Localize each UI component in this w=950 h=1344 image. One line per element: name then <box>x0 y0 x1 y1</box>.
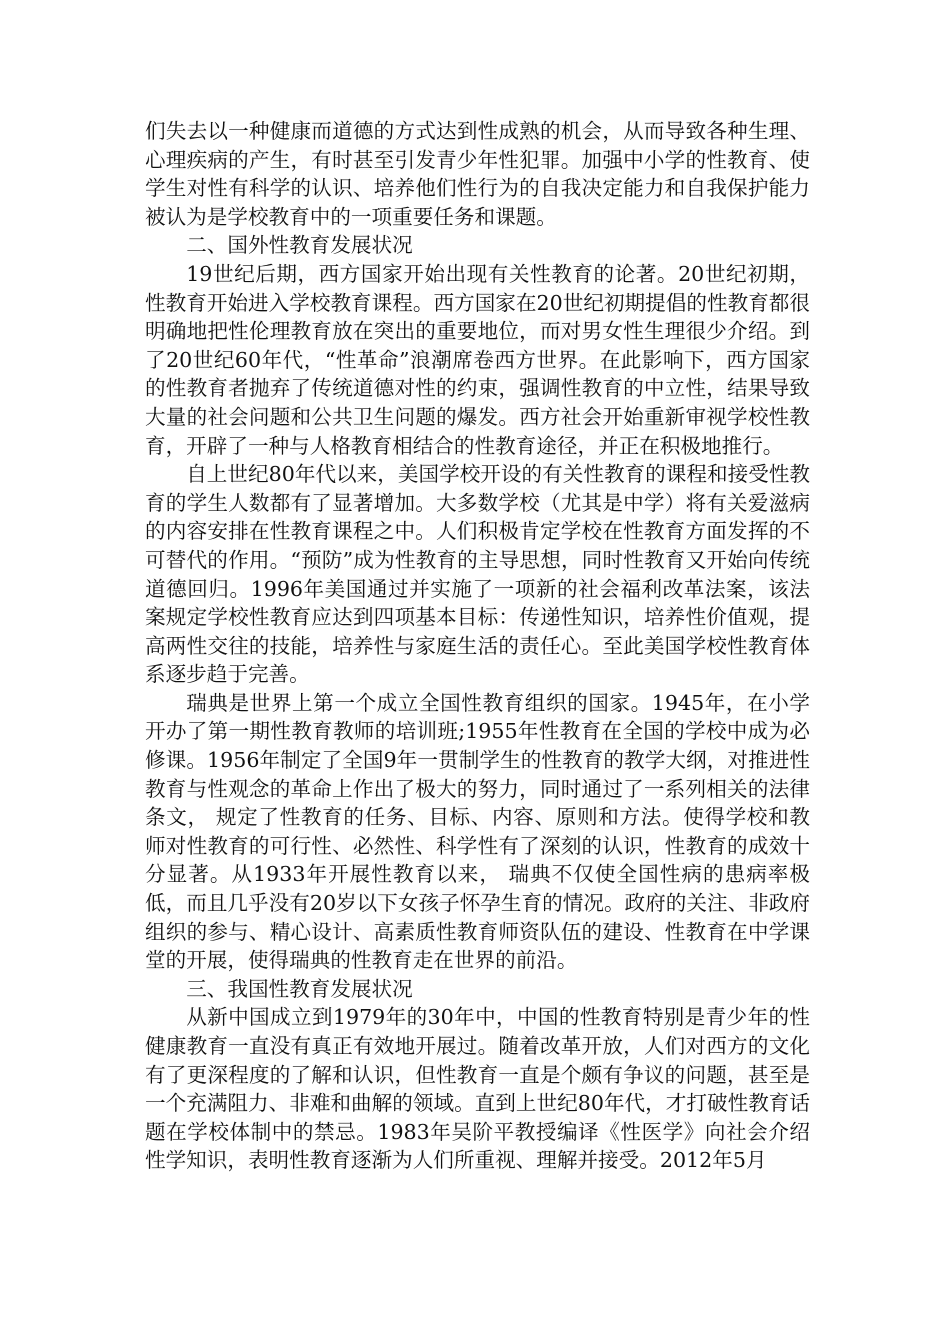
paragraph-usa: 自上世纪80年代以来，美国学校开设的有关性教育的课程和接受性教育的学生人数都有了显著增加。大多数学校（尤其是中学）将有关爱滋病的内容安排在性教育课程之中。人们积极肯定学校在性教育方面发挥的不可替代的作用。“预防”成为性教育的主导思想，同时性教育又开始向传统道德回归。1996年美国通过并实施了一项新的社会福利改革法案，该法案规定学校性教育应达到四项基本目标：传递性知识，培养性价值观，提高两性交往的技能，培养性与家庭生活的责任心。至此美国学校性教育体系逐步趋于完善。 <box>145 462 810 687</box>
section-heading-china: 三、我国性教育发展状况 <box>186 976 413 1001</box>
paragraph-china: 从新中国成立到1979年的30年中，中国的性教育特别是青少年的性健康教育一直没有真正有效地开展过。随着改革开放，人们对西方的文化有了更深程度的了解和认识，但性教育一直是个颇有争议的问题，甚至是一个充满阻力、非难和曲解的领域。直到上世纪80年代，才打破性教育话题在学校体制中的禁忌。1983年吴阶平教授编译《性医学》向社会介绍性学知识，表明性教育逐渐为人们所重视、理解并接受。2012年5月 <box>145 1005 810 1173</box>
paragraph-sweden: 瑞典是世界上第一个成立全国性教育组织的国家。1945年，在小学开办了第一期性教育教师的培训班;1955年性教育在全国的学校中成为必修课。1956年制定了全国9年一贯制学生的性教育的教学大纲，对推进性教育与性观念的革命上作出了极大的努力，同时通过了一系列相关的法律条文， 规定了性教育的任务、目标、内容、原则和方法。使得学校和教师对性教育的可行性、必然性、科学性有了深刻的认识，性教育的成效十分显著。从1933年开展性教育以来， 瑞典不仅使全国性病的患病率极低，而且几乎没有20岁以下女孩子怀孕生育的情况。政府的关注、非政府组织的参与、精心设计、高素质性教育师资队伍的建设、性教育在中学课堂的开展，使得瑞典的性教育走在世界的前沿。 <box>145 690 810 973</box>
section-heading-foreign: 二、国外性教育发展状况 <box>186 233 413 258</box>
paragraph-continuation: 们失去以一种健康而道德的方式达到性成熟的机会，从而导致各种生理、心理疾病的产生，有时甚至引发青少年性犯罪。加强中小学的性教育、使学生对性有科学的认识、培养他们性行为的自我决定能力和自我保护能力被认为是学校教育中的一项重要任务和课题。 <box>145 119 810 229</box>
document-body <box>145 117 810 1175</box>
paragraph-western-history: 19世纪后期，西方国家开始出现有关性教育的论著。20世纪初期，性教育开始进入学校教育课程。西方国家在20世纪初期提倡的性教育都很明确地把性伦理教育放在突出的重要地位，而对男女性生理很少介绍。到了20世纪60年代，“性革命”浪潮席卷西方世界。在此影响下，西方国家的性教育者抛弃了传统道德对性的约束，强调性教育的中立性，结果导致大量的社会问题和公共卫生问题的爆发。西方社会开始重新审视学校性教育，开辟了一种与人格教育相结合的性教育途径，并正在积极地推行。 <box>145 261 810 458</box>
